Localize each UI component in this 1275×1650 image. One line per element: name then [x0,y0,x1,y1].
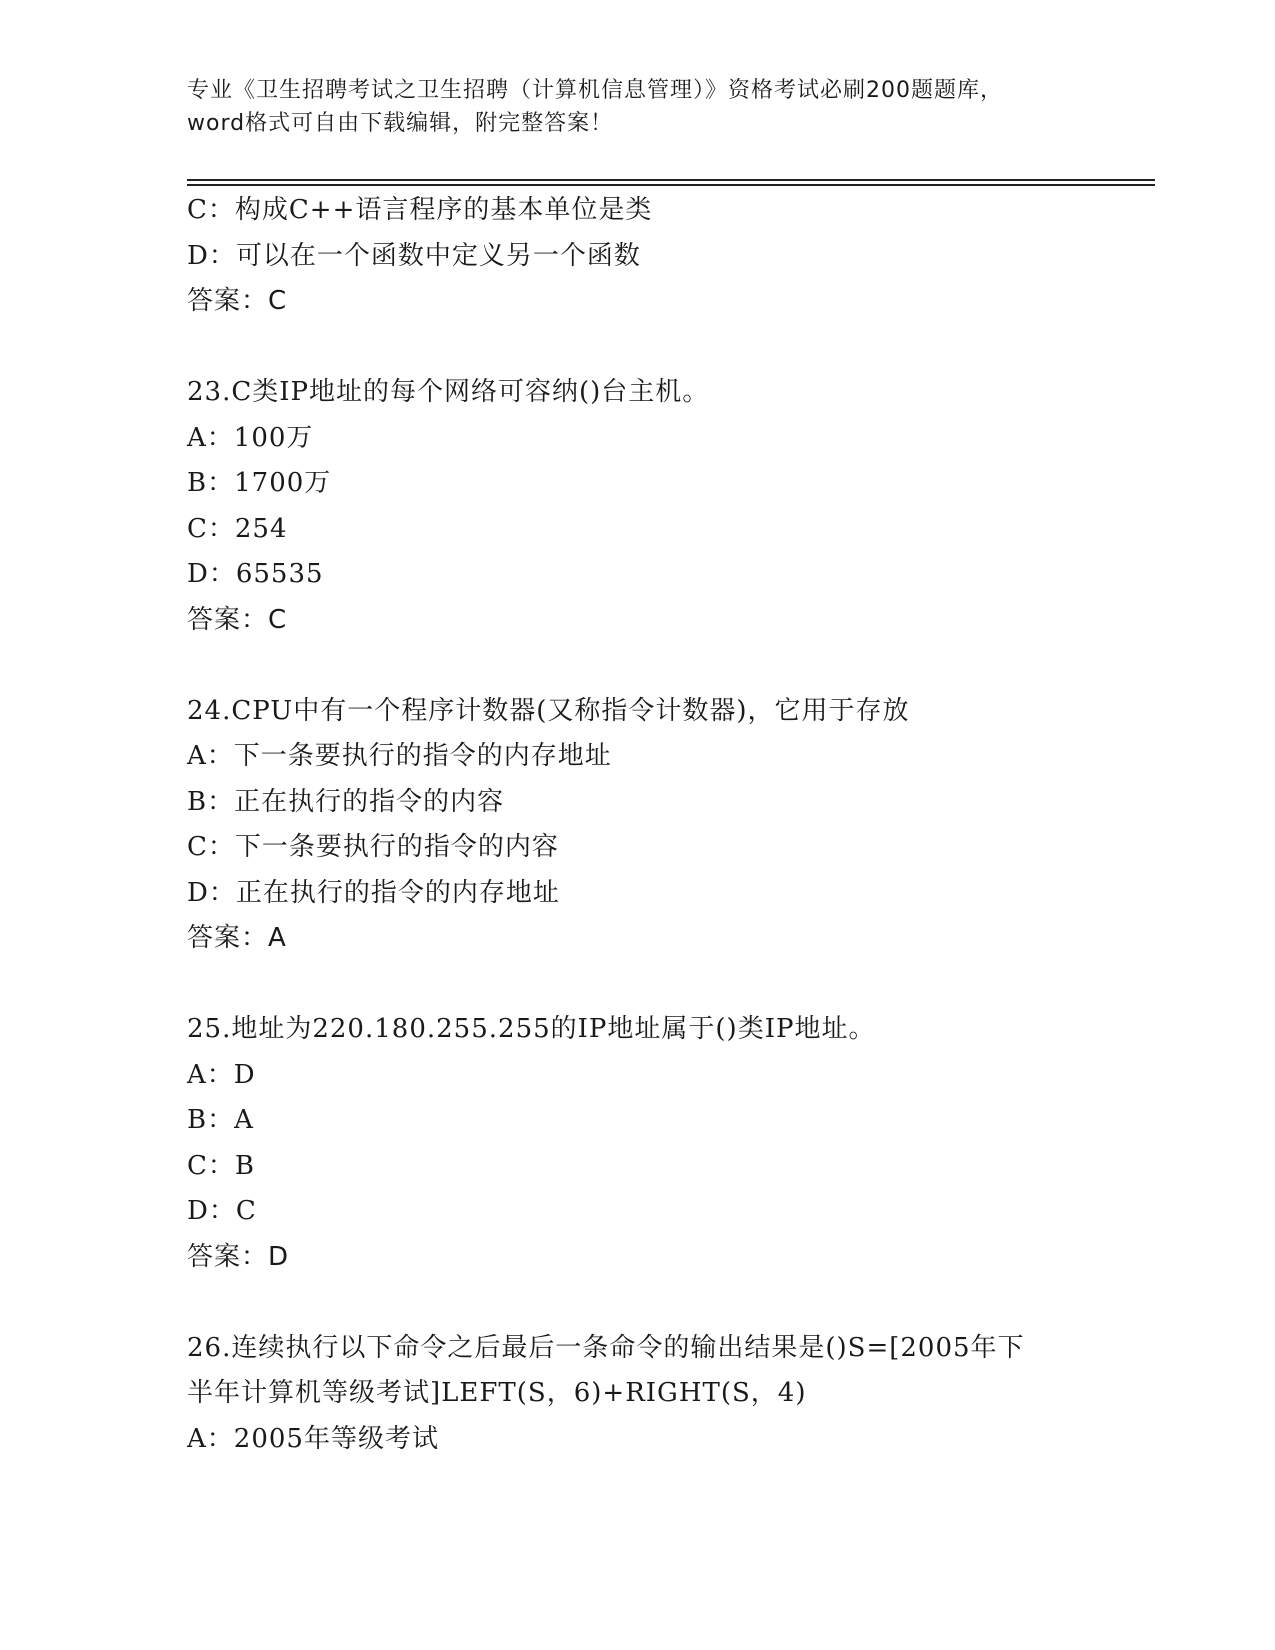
option-d: D：C [187,1196,257,1226]
option-c: C：B [187,1150,256,1181]
question-text-line-1: 26.连续执行以下命令之后最后一条命令的输出结果是()S=[2005年下 [187,1332,1025,1363]
question-22-tail [187,188,1087,325]
option-b: B：1700万 [187,468,332,498]
question-23 [187,370,1087,643]
question-text: 24.CPU中有一个程序计数器(又称指令计数器)，它用于存放 [187,695,910,726]
answer: 答案：D [187,1241,290,1272]
question-list [187,188,1087,1462]
answer: 答案：C [187,286,288,316]
question-text: 25.地址为220.180.255.255的IP地址属于()类IP地址。 [187,1014,876,1044]
answer: 答案：C [187,604,288,635]
question-text: 23.C类IP地址的每个网络可容纳()台主机。 [187,377,710,407]
header-divider-bottom [187,184,1155,186]
header-title-line-1: 专业《卫生招聘考试之卫生招聘（计算机信息管理）》资格考试必刷200题题库， [187,78,1003,103]
option-a: A：D [187,1059,256,1090]
option-a: A：下一条要执行的指令的内存地址 [187,741,612,771]
option-a: A：2005年等级考试 [187,1423,439,1454]
header-title-line-2: word格式可自由下载编辑，附完整答案！ [187,111,614,136]
option-c: C：下一条要执行的指令的内容 [187,832,559,862]
option-d: D：65535 [187,559,324,589]
header-divider-top [187,179,1155,181]
spacer [187,1280,1087,1326]
question-25 [187,1007,1087,1280]
option-c: C：构成C++语言程序的基本单位是类 [187,195,653,225]
question-26 [187,1326,1087,1463]
question-24 [187,689,1087,962]
option-d: D：可以在一个函数中定义另一个函数 [187,240,641,271]
option-c: C：254 [187,513,288,544]
spacer [187,643,1087,689]
answer: 答案：A [187,923,287,953]
option-b: B：正在执行的指令的内容 [187,786,505,817]
document-header [187,74,1087,140]
question-text-line-2: 半年计算机等级考试]LEFT(S，6)+RIGHT(S，4) [187,1378,807,1408]
spacer [187,962,1087,1008]
spacer [187,325,1087,371]
option-a: A：100万 [187,422,314,453]
option-b: B：A [187,1105,254,1135]
option-d: D：正在执行的指令的内存地址 [187,877,560,908]
